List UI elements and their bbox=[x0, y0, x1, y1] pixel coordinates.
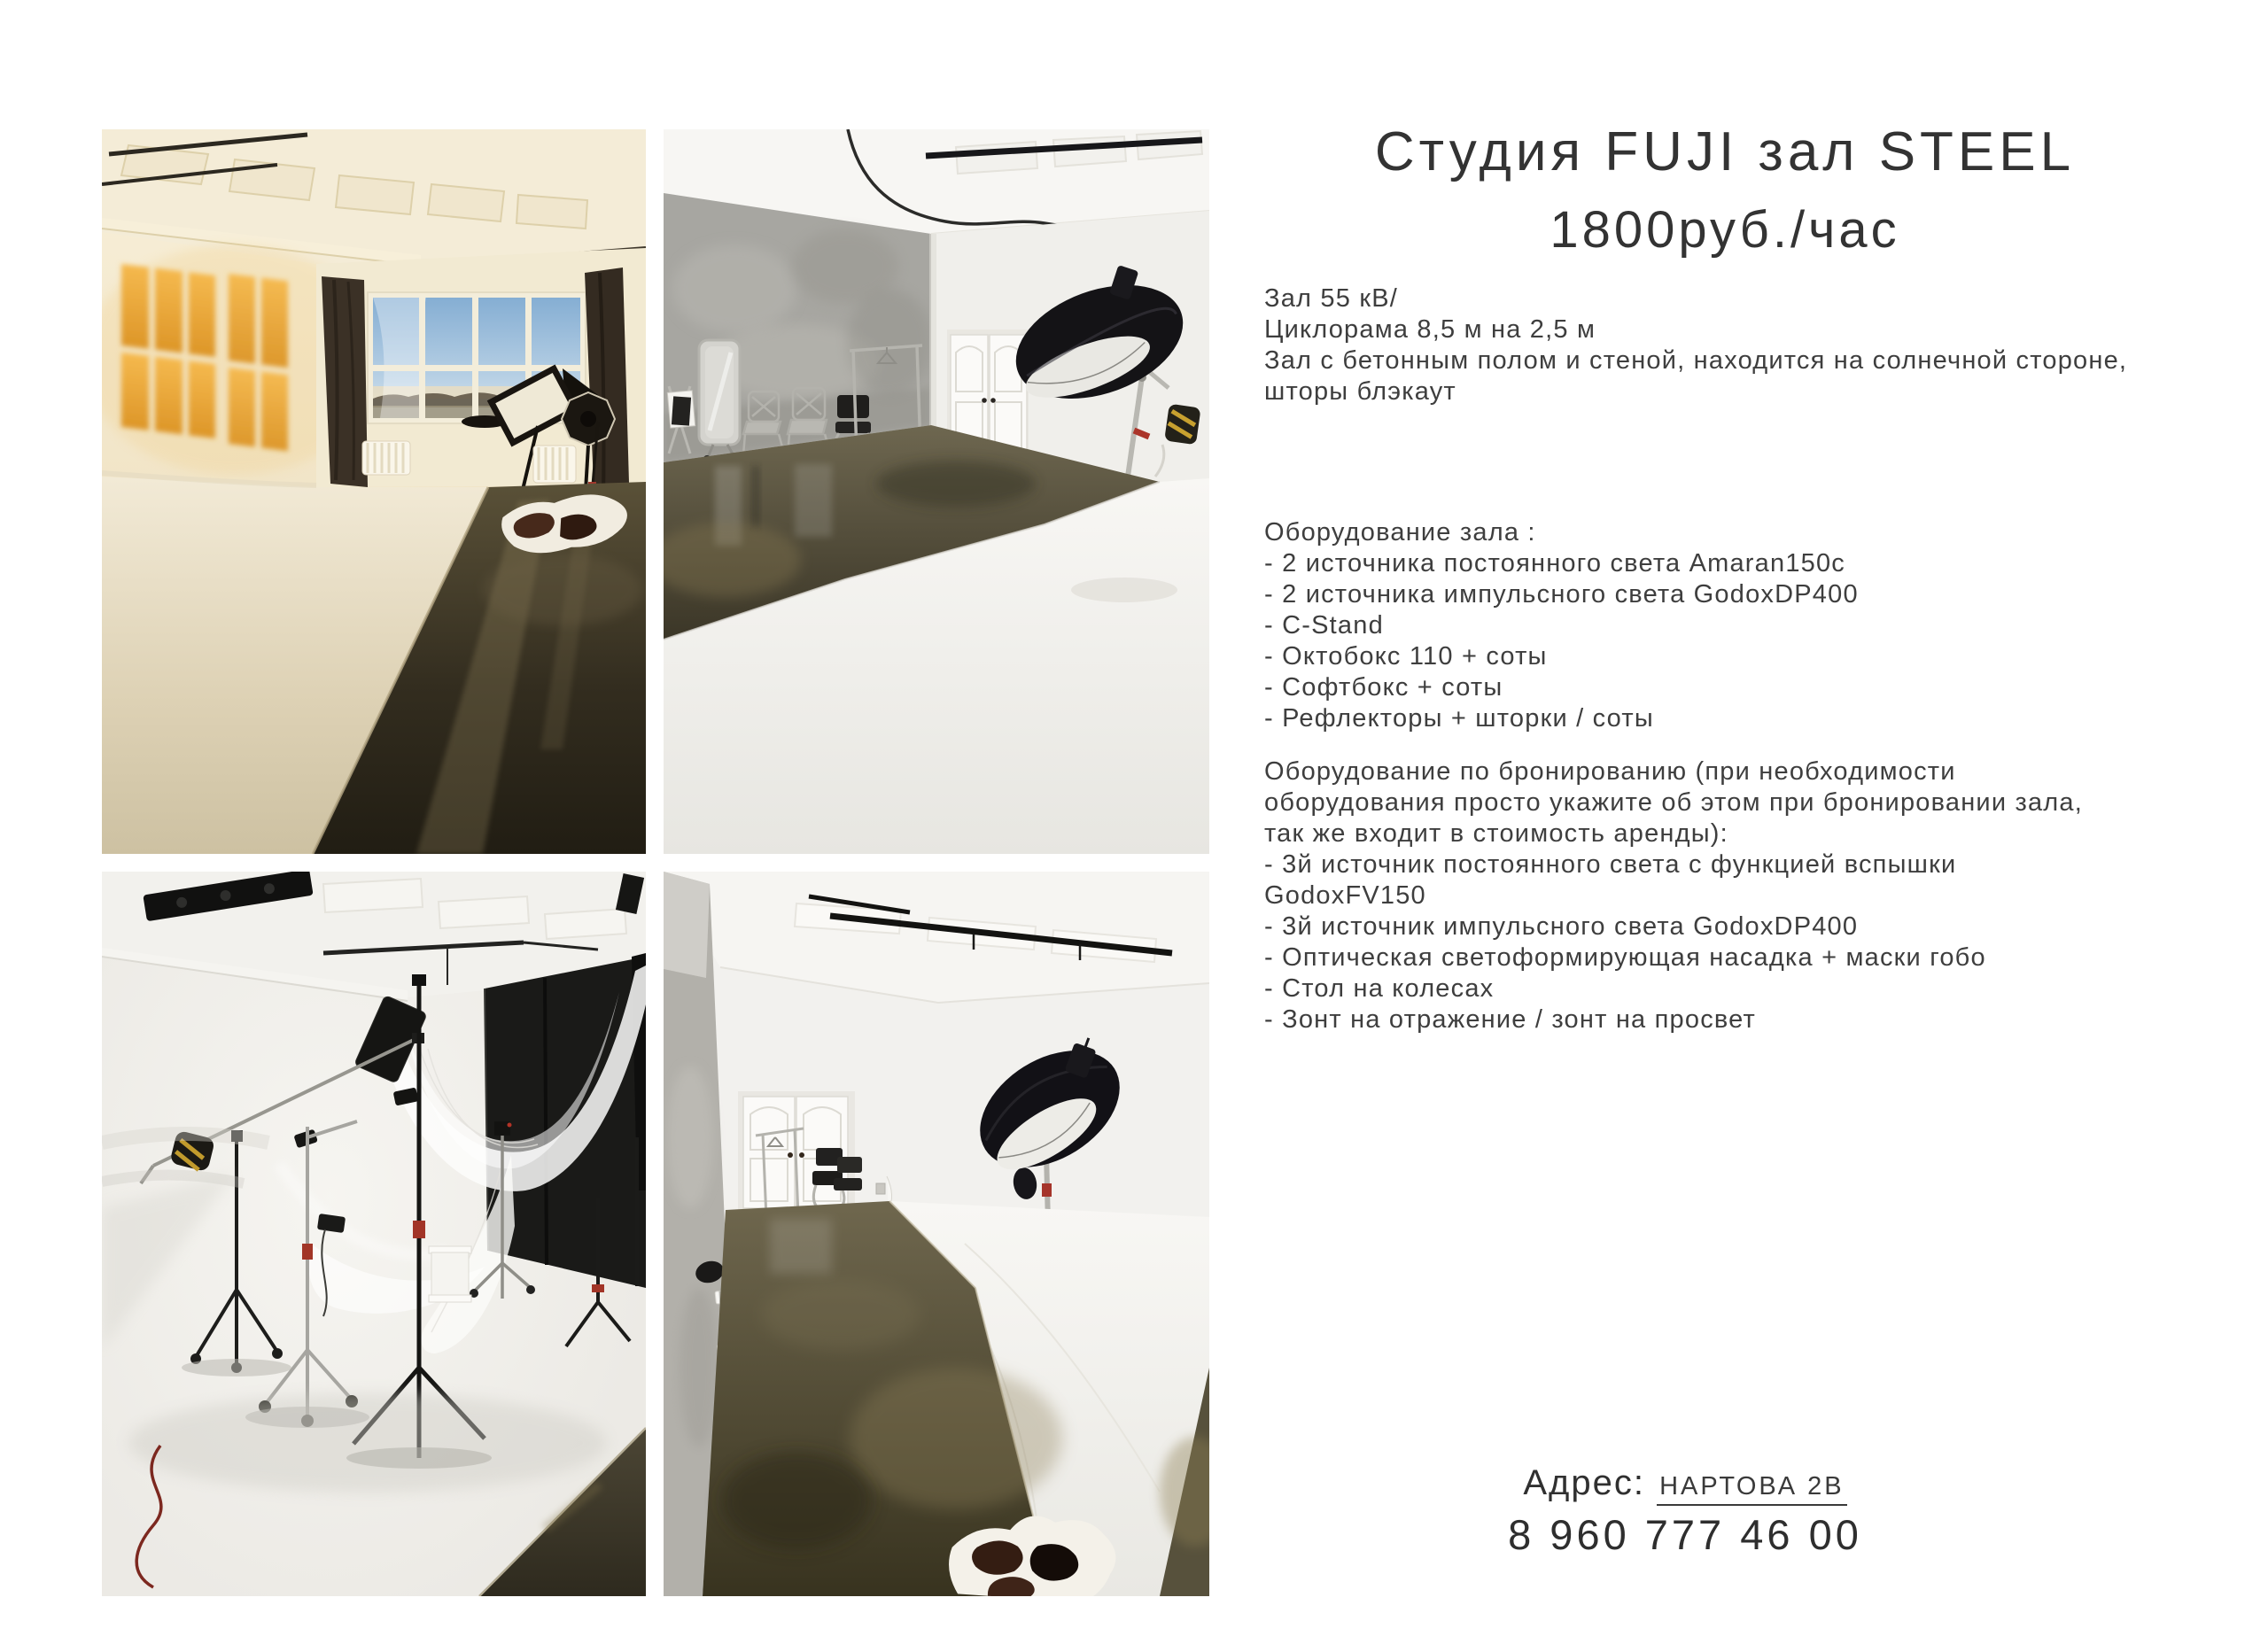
booking-line: - 3й источник постоянного света с функцией вспышки bbox=[1264, 850, 1957, 879]
contact-block bbox=[1264, 1463, 2106, 1559]
spec-line: Зал 55 кВ/ bbox=[1264, 284, 1399, 313]
price: 1800руб./час bbox=[1550, 201, 1900, 259]
list-item: - 2 источника импульсного света GodoxDP400 bbox=[1264, 580, 1859, 609]
booking-line: - 3й источник импульсного света GodoxDP400 bbox=[1264, 912, 1859, 941]
list-item: - Рефлекторы + шторки / соты bbox=[1264, 704, 1654, 733]
booking-line: - Зонт на отражение / зонт на просвет bbox=[1264, 1005, 1757, 1034]
booking-line: оборудования просто укажите об этом при бронировании зала, bbox=[1264, 788, 2084, 817]
white-hall-illustration bbox=[664, 872, 1209, 1596]
spec-line: Зал с бетонным полом и стеной, находится на солнечной стороне, bbox=[1264, 346, 2128, 375]
studio-photo-sunlit-hall bbox=[102, 129, 646, 854]
address-link[interactable]: НАРТОВА 2В bbox=[1657, 1472, 1847, 1506]
booking-line: так же входит в стоимость аренды): bbox=[1264, 819, 1728, 848]
booking-line: GodoxFV150 bbox=[1264, 881, 1426, 910]
equipment-list bbox=[1264, 517, 1859, 734]
list-item: - 2 источника постоянного света Amaran150c bbox=[1264, 549, 1846, 578]
list-item: - Софтбокс + соты bbox=[1264, 673, 1503, 702]
booking-line: - Оптическая светоформирующая насадка + маски гобо bbox=[1264, 943, 1986, 972]
address-label: Адрес: bbox=[1523, 1463, 1645, 1502]
list-item: - C-Stand bbox=[1264, 611, 1384, 640]
booking-equipment-list bbox=[1264, 756, 2083, 1035]
studio-photo-fabric-setup bbox=[102, 872, 646, 1596]
hall-specs bbox=[1264, 283, 2127, 407]
phone-number: 8 960 777 46 00 bbox=[1508, 1511, 1862, 1558]
address-line bbox=[1264, 1463, 2106, 1503]
studio-photo-concrete-hall bbox=[664, 129, 1209, 854]
spec-line: Циклорама 8,5 м на 2,5 м bbox=[1264, 315, 1596, 344]
sunlit-hall-illustration bbox=[102, 129, 646, 854]
fabric-setup-illustration bbox=[102, 872, 646, 1596]
booking-line: - Стол на колесах bbox=[1264, 974, 1495, 1003]
studio-photo-white-hall bbox=[664, 872, 1209, 1596]
booking-line: Оборудование по бронированию (при необходимости bbox=[1264, 757, 1956, 786]
spec-line: шторы блэкаут bbox=[1264, 377, 1456, 406]
page-title: Студия FUJI зал STEEL bbox=[1374, 120, 2076, 182]
info-column bbox=[1264, 0, 2186, 1152]
equipment-heading: Оборудование зала : bbox=[1264, 518, 1536, 547]
list-item: - Октобокс 110 + соты bbox=[1264, 642, 1548, 671]
concrete-hall-illustration bbox=[664, 129, 1209, 854]
